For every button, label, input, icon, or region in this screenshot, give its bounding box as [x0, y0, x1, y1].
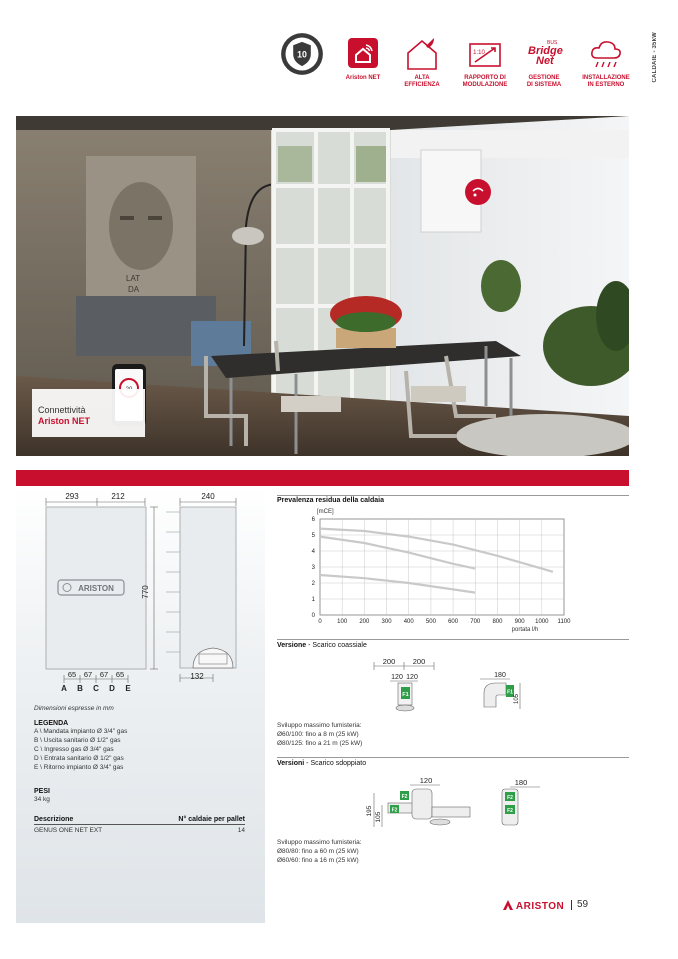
side-dim-bottom: 132	[190, 672, 204, 681]
chart-x-tick-label: 400	[403, 619, 414, 625]
split-f2-label-d: F2	[507, 808, 513, 814]
chart-y-tick-label: 4	[311, 549, 315, 555]
split-dim-120: 120	[419, 776, 433, 785]
label-line-2: EFFICIENZA	[404, 82, 440, 88]
modulation-ratio-icon	[467, 36, 503, 72]
label-line-1: ALTA	[414, 75, 430, 81]
coax-dim-105: 105	[514, 693, 520, 705]
coax-dim-200a: 200	[382, 657, 396, 666]
coax-f1-label: F1	[402, 692, 409, 698]
label-line-1: INSTALLAZIONE	[582, 75, 630, 81]
chart-top-rule	[277, 495, 629, 496]
chart-grid	[320, 519, 564, 615]
connection-letter-c: C	[93, 684, 99, 693]
pallet-table	[34, 816, 245, 835]
bridge-net-logo	[526, 36, 562, 72]
chart-title: Prevalenza residua della caldaia	[277, 497, 385, 504]
feature-alta-efficienza	[392, 36, 452, 89]
chart-y-tick-label: 6	[311, 517, 315, 523]
chart-y-tick-label: 5	[311, 533, 315, 539]
chart-x-tick-label: 100	[337, 619, 348, 625]
chart-y-tick-label: 2	[311, 581, 315, 587]
coassiale-sviluppo-block	[277, 721, 362, 748]
connection-letter-d: D	[109, 684, 115, 693]
table-header-descrizione: Descrizione	[34, 816, 74, 823]
coassiale-sviluppo-line-2: Ø80/125: fino a 21 m (25 kW)	[277, 740, 363, 747]
connectivity-badge-line1: Connettività	[38, 405, 86, 415]
front-dim-bottom-2: 67	[83, 670, 93, 679]
house-leaf-icon	[404, 36, 440, 72]
sdoppiato-sviluppo-line-2: Ø60/60: fino a 16 m (25 kW)	[277, 857, 359, 864]
front-dim-height: 770	[141, 585, 150, 599]
versione-coassiale-rule	[277, 639, 629, 640]
sdoppiato-sviluppo-line-1: Ø80/80: fino a 60 m (25 kW)	[277, 848, 359, 855]
versione-sdoppiato-title-bold: Versioni	[277, 760, 305, 767]
side-dim-top: 240	[201, 492, 215, 501]
front-dim-top-1: 293	[65, 492, 79, 501]
ariston-logo-icon	[503, 900, 513, 910]
feature-rapporto-modulazione-label	[455, 75, 515, 89]
chart-series-line-3	[320, 575, 475, 593]
coassiale-sviluppo-title: Sviluppo massimo fumisteria:	[277, 722, 362, 729]
split-f2-label-b: F2	[391, 807, 398, 814]
front-view-drawing	[30, 492, 165, 697]
table-row	[34, 825, 245, 835]
label-line-2: DI SISTEMA	[526, 82, 562, 88]
label-line-2: MODULAZIONE	[462, 82, 508, 88]
chart-series-line-2	[320, 537, 475, 569]
chart-ylabel: [mCE]	[317, 509, 334, 515]
protection-badge-value: 10	[297, 49, 307, 60]
pesi-value: 34 kg	[34, 796, 50, 803]
coaxial-flue-drawing	[360, 655, 540, 717]
feature-gestione-sistema-label	[514, 75, 574, 89]
chart-x-tick-label: 800	[492, 619, 503, 625]
front-dim-top-2: 212	[111, 492, 125, 501]
poster-text-2: DA	[128, 285, 140, 294]
feature-alta-efficienza-label	[392, 75, 452, 89]
label-line-1: GESTIONE	[528, 75, 560, 81]
connectivity-badge-line2: Ariston NET	[38, 416, 91, 426]
page-number: 59	[577, 899, 589, 910]
chart-y-tick-label: 0	[311, 613, 315, 619]
connectivity-badge	[32, 389, 145, 437]
versione-coassiale-title	[277, 642, 367, 649]
split-dim-180: 180	[514, 778, 528, 787]
legenda-item-d: D \ Entrata sanitario Ø 1/2" gas	[34, 755, 124, 762]
coassiale-sviluppo-line-1: Ø60/100: fino a 8 m (25 kW)	[277, 731, 359, 738]
legenda-item-c: C \ Ingresso gas Ø 3/4" gas	[34, 746, 114, 753]
chart-x-tick-label: 0	[318, 619, 322, 625]
pesi-title: PESI	[34, 788, 50, 795]
split-f2-label-c: F2	[507, 795, 513, 801]
net-text: Net	[536, 55, 554, 67]
label-line-1: RAPPORTO DI	[464, 75, 506, 81]
legenda-item-e: E \ Ritorno impianto Ø 3/4" gas	[34, 764, 124, 771]
connection-letter-e: E	[125, 684, 131, 693]
legenda-item-a: A \ Mandata impianto Ø 3/4" gas	[34, 728, 128, 735]
table-header-pallet: N° caldaie per pallet	[178, 816, 245, 823]
feature-installazione-esterno	[576, 36, 636, 89]
versione-sdoppiato-title	[277, 760, 366, 767]
footer-brand-text: ARISTON	[515, 901, 565, 912]
versione-sdoppiato-rule	[277, 757, 629, 758]
chart-y-tick-label: 3	[311, 565, 315, 571]
side-category-label: CALDAIE - 35kW	[652, 32, 658, 83]
feature-installazione-esterno-label	[576, 75, 636, 89]
chart-x-tick-label: 500	[425, 619, 436, 625]
feature-ariston-net-label: Ariston NET	[345, 75, 381, 81]
coax-dim-180: 180	[494, 672, 506, 679]
poster-text-1: LAT	[126, 274, 141, 283]
feature-ariston-net	[333, 36, 393, 82]
bridge-text: Bridge	[528, 45, 563, 57]
wifi-home-icon	[345, 36, 381, 72]
coax-elbow-f1-label: F1	[507, 689, 513, 696]
modulation-ratio-value: 1:10	[473, 50, 485, 56]
split-dim-195: 195	[366, 805, 373, 817]
chart-x-tick-label: 600	[448, 619, 459, 625]
chart-x-tick-label: 300	[381, 619, 392, 625]
sdoppiato-sviluppo-block	[277, 838, 362, 865]
chart-x-tick-label: 700	[470, 619, 481, 625]
legenda-title: LEGENDA	[34, 720, 69, 727]
feature-gestione-sistema	[514, 36, 574, 89]
split-flue-drawing	[360, 775, 545, 835]
split-f2-label-a: F2	[401, 794, 408, 800]
legenda-item-b: B \ Uscita sanitario Ø 1/2" gas	[34, 737, 121, 744]
dimensions-note: Dimensioni espresse in mm	[34, 705, 114, 712]
front-dim-bottom-1: 65	[67, 670, 77, 679]
pump-head-chart	[277, 505, 577, 635]
coax-dim-200b: 200	[412, 657, 426, 666]
front-dim-bottom-4: 65	[115, 670, 125, 679]
footer-brand-logo	[503, 899, 564, 912]
label-line-2: IN ESTERNO	[587, 82, 625, 88]
cloud-rain-icon	[588, 36, 624, 72]
sdoppiato-sviluppo-title: Sviluppo massimo fumisteria:	[277, 839, 362, 846]
coax-dim-120a: 120	[391, 674, 403, 681]
chart-x-tick-label: 1100	[557, 619, 571, 625]
side-view-drawing	[163, 492, 248, 687]
versione-coassiale-title-rest: - Scarico coassiale	[306, 642, 367, 649]
versione-coassiale-title-bold: Versione	[277, 642, 307, 649]
chart-xlabel: portata l/h	[511, 627, 539, 633]
split-dim-105: 105	[375, 811, 382, 823]
versione-sdoppiato-title-rest: - Scarico sdoppiato	[304, 760, 367, 767]
chart-ticks	[312, 517, 571, 625]
coax-dim-120b: 120	[406, 674, 418, 681]
footer-separator	[571, 900, 572, 910]
feature-rapporto-modulazione	[455, 36, 515, 89]
section-divider-bar	[16, 470, 629, 486]
table-cell-pallet: 14	[237, 827, 245, 834]
front-logo-text: ARISTON	[78, 584, 114, 593]
connection-letter-a: A	[61, 684, 67, 693]
chart-x-tick-label: 900	[514, 619, 525, 625]
front-dim-bottom-3: 67	[99, 670, 109, 679]
chart-x-tick-label: 1000	[535, 619, 549, 625]
legenda-block	[34, 720, 254, 772]
chart-y-tick-label: 1	[311, 597, 315, 603]
pesi-block	[34, 788, 50, 804]
bus-text: BUS	[547, 40, 558, 46]
shield-badge-icon	[280, 32, 324, 76]
feature-protection	[272, 36, 332, 76]
table-cell-descrizione: GENUS ONE NET EXT	[34, 827, 103, 834]
chart-x-tick-label: 200	[359, 619, 370, 625]
connection-letter-b: B	[77, 684, 83, 693]
